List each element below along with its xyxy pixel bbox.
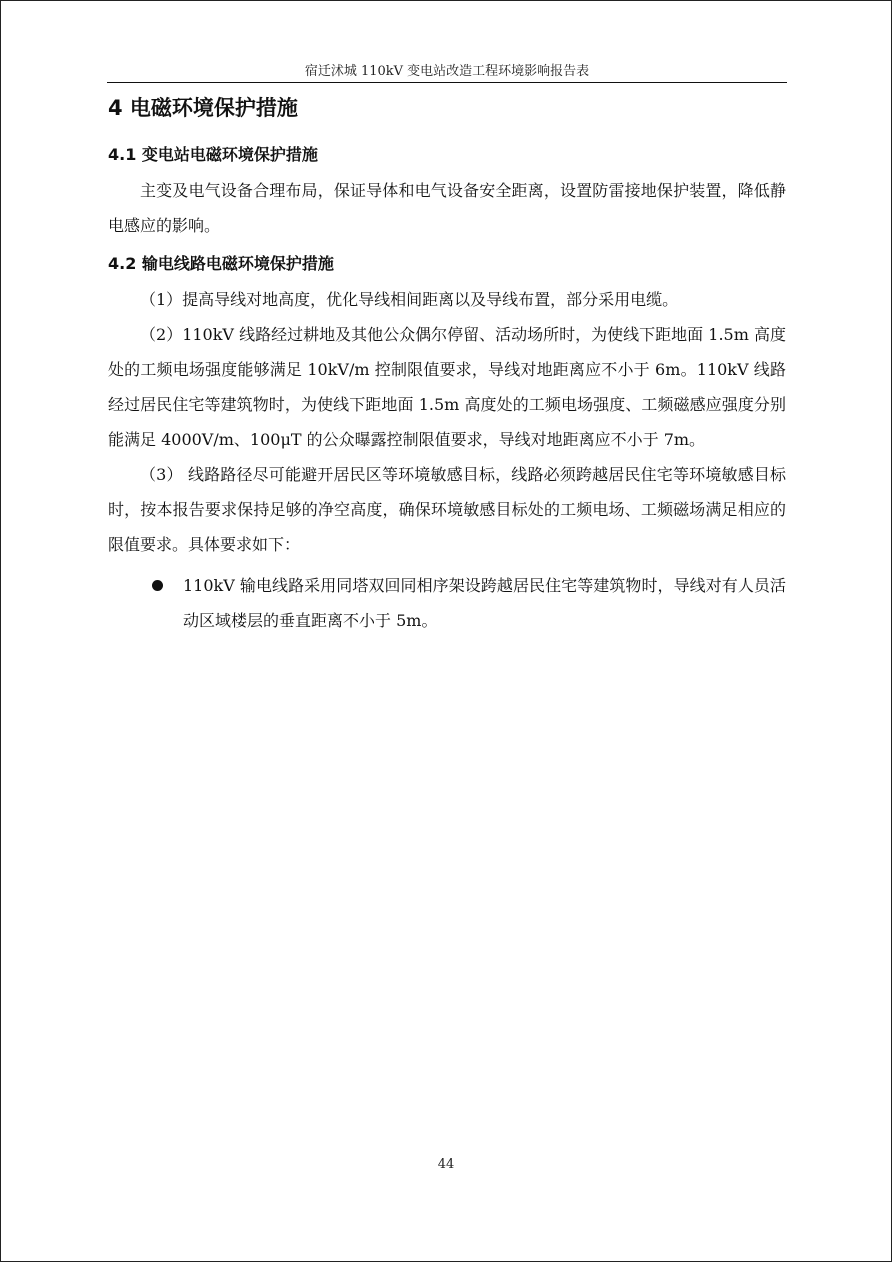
paragraph-4-1: 主变及电气设备合理布局，保证导体和电气设备安全距离，设置防雷接地保护装置，降低静电感应的影响。	[108, 181, 786, 235]
running-header: 宿迁沭城 110kV 变电站改造工程环境影响报告表	[304, 64, 590, 79]
header-rule	[107, 82, 787, 83]
subsection-heading-4-2: 4.2 输电线路电磁环境保护措施	[108, 254, 334, 273]
section-heading: 4 电磁环境保护措施	[108, 96, 298, 120]
paragraph-4-2-item-2: （2）110kV 线路经过耕地及其他公众偶尔停留、活动场所时，为使线下距地面 1.5m 高度处的工频电场强度能够满足 10kV/m 控制限值要求，导线对地距离应不小于 6m。110kV 线路经过居民住宅等建筑物时，为使线下距地面 1.5m 高度处的工频电场强度、工频磁感应强度分别能满足 4000V/m、100μT 的公众曝露控制限值要求，导线对地距离应不小于 7m。	[108, 325, 786, 449]
paragraph-4-2-item-1: （1）提高导线对地高度，优化导线相间距离以及导线布置，部分采用电缆。	[140, 290, 679, 309]
paragraph-4-2-item-3: （3） 线路路径尽可能避开居民区等环境敏感目标，线路必须跨越居民住宅等环境敏感目标时，按本报告要求保持足够的净空高度，确保环境敏感目标处的工频电场、工频磁场满足相应的限值要求。具体要求如下：	[108, 465, 786, 554]
subsection-heading-4-1: 4.1 变电站电磁环境保护措施	[108, 145, 318, 164]
bullet-text: 110kV 输电线路采用同塔双回同相序架设跨越居民住宅等建筑物时，导线对有人员活动区域楼层的垂直距离不小于 5m。	[183, 576, 786, 630]
main-content	[108, 93, 786, 638]
page-number: 44	[437, 1157, 455, 1172]
bullet-dot-icon	[152, 580, 163, 591]
bullet-item	[108, 568, 786, 638]
